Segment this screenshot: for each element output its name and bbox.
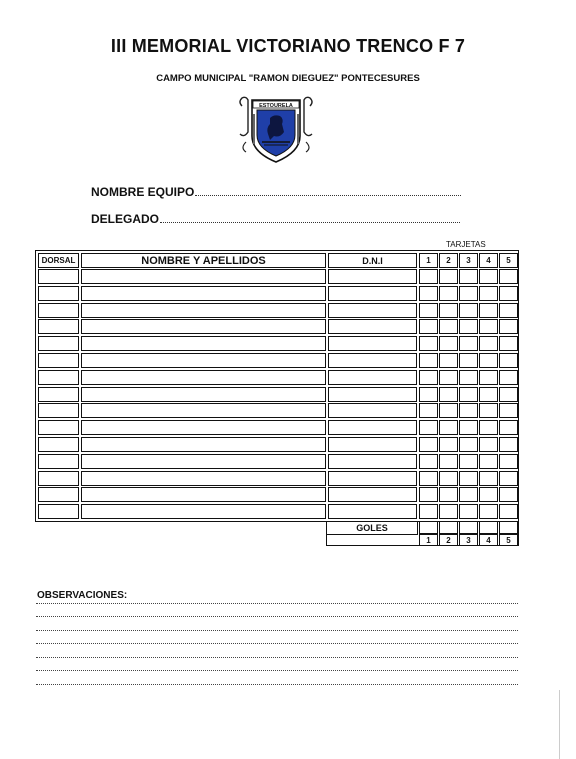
card-cell-2[interactable] bbox=[439, 370, 458, 385]
card-cell-4[interactable] bbox=[479, 454, 498, 469]
card-cell-3[interactable] bbox=[459, 403, 478, 418]
dni-cell[interactable] bbox=[328, 303, 417, 318]
name-cell[interactable] bbox=[81, 370, 326, 385]
dni-cell[interactable] bbox=[328, 336, 417, 351]
dorsal-cell[interactable] bbox=[38, 437, 79, 452]
dorsal-cell[interactable] bbox=[38, 454, 79, 469]
name-cell[interactable] bbox=[81, 353, 326, 368]
card-cell-3[interactable] bbox=[459, 353, 478, 368]
card-cell-3[interactable] bbox=[459, 504, 478, 519]
card-cell-4[interactable] bbox=[479, 353, 498, 368]
dorsal-cell[interactable] bbox=[38, 353, 79, 368]
card-cell-1[interactable] bbox=[419, 454, 438, 469]
dorsal-cell[interactable] bbox=[38, 487, 79, 502]
goals-number-1: 1 bbox=[419, 534, 438, 546]
observation-line[interactable] bbox=[36, 616, 518, 617]
card-cell-5[interactable] bbox=[499, 319, 518, 334]
name-cell[interactable] bbox=[81, 286, 326, 301]
page-subtitle: CAMPO MUNICIPAL "RAMON DIEGUEZ" PONTECESURES bbox=[156, 73, 420, 84]
card-cell-2[interactable] bbox=[439, 336, 458, 351]
card-cell-2[interactable] bbox=[439, 437, 458, 452]
card-cell-4[interactable] bbox=[479, 319, 498, 334]
dni-cell[interactable] bbox=[328, 420, 417, 435]
card-cell-5[interactable] bbox=[499, 303, 518, 318]
card-cell-1[interactable] bbox=[419, 269, 438, 284]
team-name-label: NOMBRE EQUIPO bbox=[91, 185, 195, 199]
card-cell-2[interactable] bbox=[439, 319, 458, 334]
observation-line[interactable] bbox=[36, 670, 518, 671]
dorsal-cell[interactable] bbox=[38, 403, 79, 418]
cards-caption: TARJETAS bbox=[446, 240, 486, 249]
card-cell-5[interactable] bbox=[499, 353, 518, 368]
goals-cell-3[interactable] bbox=[459, 521, 478, 534]
card-cell-3[interactable] bbox=[459, 387, 478, 402]
card-cell-5[interactable] bbox=[499, 454, 518, 469]
dni-cell[interactable] bbox=[328, 286, 417, 301]
svg-text:ESTOURELA: ESTOURELA bbox=[259, 103, 293, 109]
card-cell-3[interactable] bbox=[459, 420, 478, 435]
dni-cell[interactable] bbox=[328, 353, 417, 368]
card-cell-1[interactable] bbox=[419, 353, 438, 368]
card-cell-1[interactable] bbox=[419, 370, 438, 385]
name-cell[interactable] bbox=[81, 437, 326, 452]
card-cell-5[interactable] bbox=[499, 471, 518, 486]
dni-cell[interactable] bbox=[328, 387, 417, 402]
dorsal-cell[interactable] bbox=[38, 286, 79, 301]
observation-line[interactable] bbox=[36, 630, 518, 631]
dni-cell[interactable] bbox=[328, 504, 417, 519]
card-cell-2[interactable] bbox=[439, 454, 458, 469]
card-cell-2[interactable] bbox=[439, 286, 458, 301]
name-cell[interactable] bbox=[81, 471, 326, 486]
card-cell-1[interactable] bbox=[419, 303, 438, 318]
card-cell-1[interactable] bbox=[419, 471, 438, 486]
dorsal-cell[interactable] bbox=[38, 420, 79, 435]
goals-cell-2[interactable] bbox=[439, 521, 458, 534]
dorsal-cell[interactable] bbox=[38, 303, 79, 318]
card-cell-4[interactable] bbox=[479, 336, 498, 351]
goals-label: GOLES bbox=[326, 521, 418, 535]
card-cell-1[interactable] bbox=[419, 437, 438, 452]
delegate-label: DELEGADO bbox=[91, 212, 160, 226]
dni-cell[interactable] bbox=[328, 403, 417, 418]
card-cell-2[interactable] bbox=[439, 353, 458, 368]
card-cell-5[interactable] bbox=[499, 269, 518, 284]
dorsal-cell[interactable] bbox=[38, 387, 79, 402]
dorsal-cell[interactable] bbox=[38, 471, 79, 486]
dni-cell[interactable] bbox=[328, 269, 417, 284]
observation-line[interactable] bbox=[36, 657, 518, 658]
card-cell-2[interactable] bbox=[439, 387, 458, 402]
card-cell-2[interactable] bbox=[439, 420, 458, 435]
name-cell[interactable] bbox=[81, 504, 326, 519]
card-cell-1[interactable] bbox=[419, 504, 438, 519]
card-cell-4[interactable] bbox=[479, 487, 498, 502]
card-cell-2[interactable] bbox=[439, 504, 458, 519]
dni-cell[interactable] bbox=[328, 487, 417, 502]
card-cell-1[interactable] bbox=[419, 336, 438, 351]
card-cell-3[interactable] bbox=[459, 454, 478, 469]
team-name-field[interactable] bbox=[91, 185, 461, 199]
card-cell-1[interactable] bbox=[419, 487, 438, 502]
card-cell-5[interactable] bbox=[499, 286, 518, 301]
goals-cell-4[interactable] bbox=[479, 521, 498, 534]
dorsal-cell[interactable] bbox=[38, 269, 79, 284]
goals-number-5: 5 bbox=[499, 534, 518, 546]
name-cell[interactable] bbox=[81, 303, 326, 318]
header-card-1: 1 bbox=[419, 253, 438, 268]
name-cell[interactable] bbox=[81, 269, 326, 284]
card-cell-3[interactable] bbox=[459, 471, 478, 486]
header-card-2: 2 bbox=[439, 253, 458, 268]
goals-number-3: 3 bbox=[459, 534, 478, 546]
card-cell-4[interactable] bbox=[479, 303, 498, 318]
card-cell-3[interactable] bbox=[459, 487, 478, 502]
dorsal-cell[interactable] bbox=[38, 370, 79, 385]
name-cell[interactable] bbox=[81, 487, 326, 502]
card-cell-3[interactable] bbox=[459, 336, 478, 351]
observation-line[interactable] bbox=[36, 603, 518, 604]
header-dni: D.N.I bbox=[328, 253, 417, 268]
card-cell-5[interactable] bbox=[499, 387, 518, 402]
card-cell-5[interactable] bbox=[499, 504, 518, 519]
goals-cell-5[interactable] bbox=[499, 521, 518, 534]
name-cell[interactable] bbox=[81, 336, 326, 351]
card-cell-2[interactable] bbox=[439, 403, 458, 418]
card-cell-2[interactable] bbox=[439, 471, 458, 486]
card-cell-3[interactable] bbox=[459, 269, 478, 284]
header-card-5: 5 bbox=[499, 253, 518, 268]
card-cell-4[interactable] bbox=[479, 269, 498, 284]
card-cell-4[interactable] bbox=[479, 387, 498, 402]
card-cell-3[interactable] bbox=[459, 437, 478, 452]
goals-cell-1[interactable] bbox=[419, 521, 438, 534]
card-cell-1[interactable] bbox=[419, 319, 438, 334]
observation-line[interactable] bbox=[36, 684, 518, 685]
card-cell-5[interactable] bbox=[499, 403, 518, 418]
card-cell-4[interactable] bbox=[479, 403, 498, 418]
scan-edge-mark bbox=[559, 690, 560, 759]
goals-number-4: 4 bbox=[479, 534, 498, 546]
card-cell-3[interactable] bbox=[459, 303, 478, 318]
card-cell-3[interactable] bbox=[459, 370, 478, 385]
header-name: NOMBRE Y APELLIDOS bbox=[81, 253, 326, 268]
observation-line[interactable] bbox=[36, 643, 518, 644]
card-cell-4[interactable] bbox=[479, 471, 498, 486]
card-cell-2[interactable] bbox=[439, 487, 458, 502]
goals-number-2: 2 bbox=[439, 534, 458, 546]
page-title: III MEMORIAL VICTORIANO TRENCO F 7 bbox=[110, 36, 466, 56]
name-cell[interactable] bbox=[81, 454, 326, 469]
card-cell-4[interactable] bbox=[479, 504, 498, 519]
card-cell-4[interactable] bbox=[479, 370, 498, 385]
card-cell-4[interactable] bbox=[479, 420, 498, 435]
card-cell-1[interactable] bbox=[419, 403, 438, 418]
team-name-dotted-line[interactable] bbox=[195, 195, 461, 196]
dni-cell[interactable] bbox=[328, 454, 417, 469]
card-cell-1[interactable] bbox=[419, 420, 438, 435]
name-cell[interactable] bbox=[81, 387, 326, 402]
header-card-4: 4 bbox=[479, 253, 498, 268]
name-cell[interactable] bbox=[81, 319, 326, 334]
dni-cell[interactable] bbox=[328, 370, 417, 385]
card-cell-4[interactable] bbox=[479, 437, 498, 452]
card-cell-5[interactable] bbox=[499, 336, 518, 351]
card-cell-1[interactable] bbox=[419, 387, 438, 402]
card-cell-5[interactable] bbox=[499, 370, 518, 385]
card-cell-2[interactable] bbox=[439, 303, 458, 318]
card-cell-1[interactable] bbox=[419, 286, 438, 301]
card-cell-2[interactable] bbox=[439, 269, 458, 284]
observations-label: OBSERVACIONES: bbox=[37, 590, 128, 601]
club-crest-logo bbox=[236, 92, 316, 166]
card-cell-5[interactable] bbox=[499, 437, 518, 452]
dni-cell[interactable] bbox=[328, 437, 417, 452]
card-cell-4[interactable] bbox=[479, 286, 498, 301]
dni-cell[interactable] bbox=[328, 319, 417, 334]
name-cell[interactable] bbox=[81, 403, 326, 418]
dorsal-cell[interactable] bbox=[38, 336, 79, 351]
header-dorsal: DORSAL bbox=[38, 253, 79, 268]
card-cell-5[interactable] bbox=[499, 420, 518, 435]
card-cell-3[interactable] bbox=[459, 319, 478, 334]
card-cell-5[interactable] bbox=[499, 487, 518, 502]
dorsal-cell[interactable] bbox=[38, 319, 79, 334]
dorsal-cell[interactable] bbox=[38, 504, 79, 519]
name-cell[interactable] bbox=[81, 420, 326, 435]
header-card-3: 3 bbox=[459, 253, 478, 268]
dni-cell[interactable] bbox=[328, 471, 417, 486]
delegate-dotted-line[interactable] bbox=[160, 222, 460, 223]
delegate-field[interactable] bbox=[91, 212, 460, 226]
card-cell-3[interactable] bbox=[459, 286, 478, 301]
